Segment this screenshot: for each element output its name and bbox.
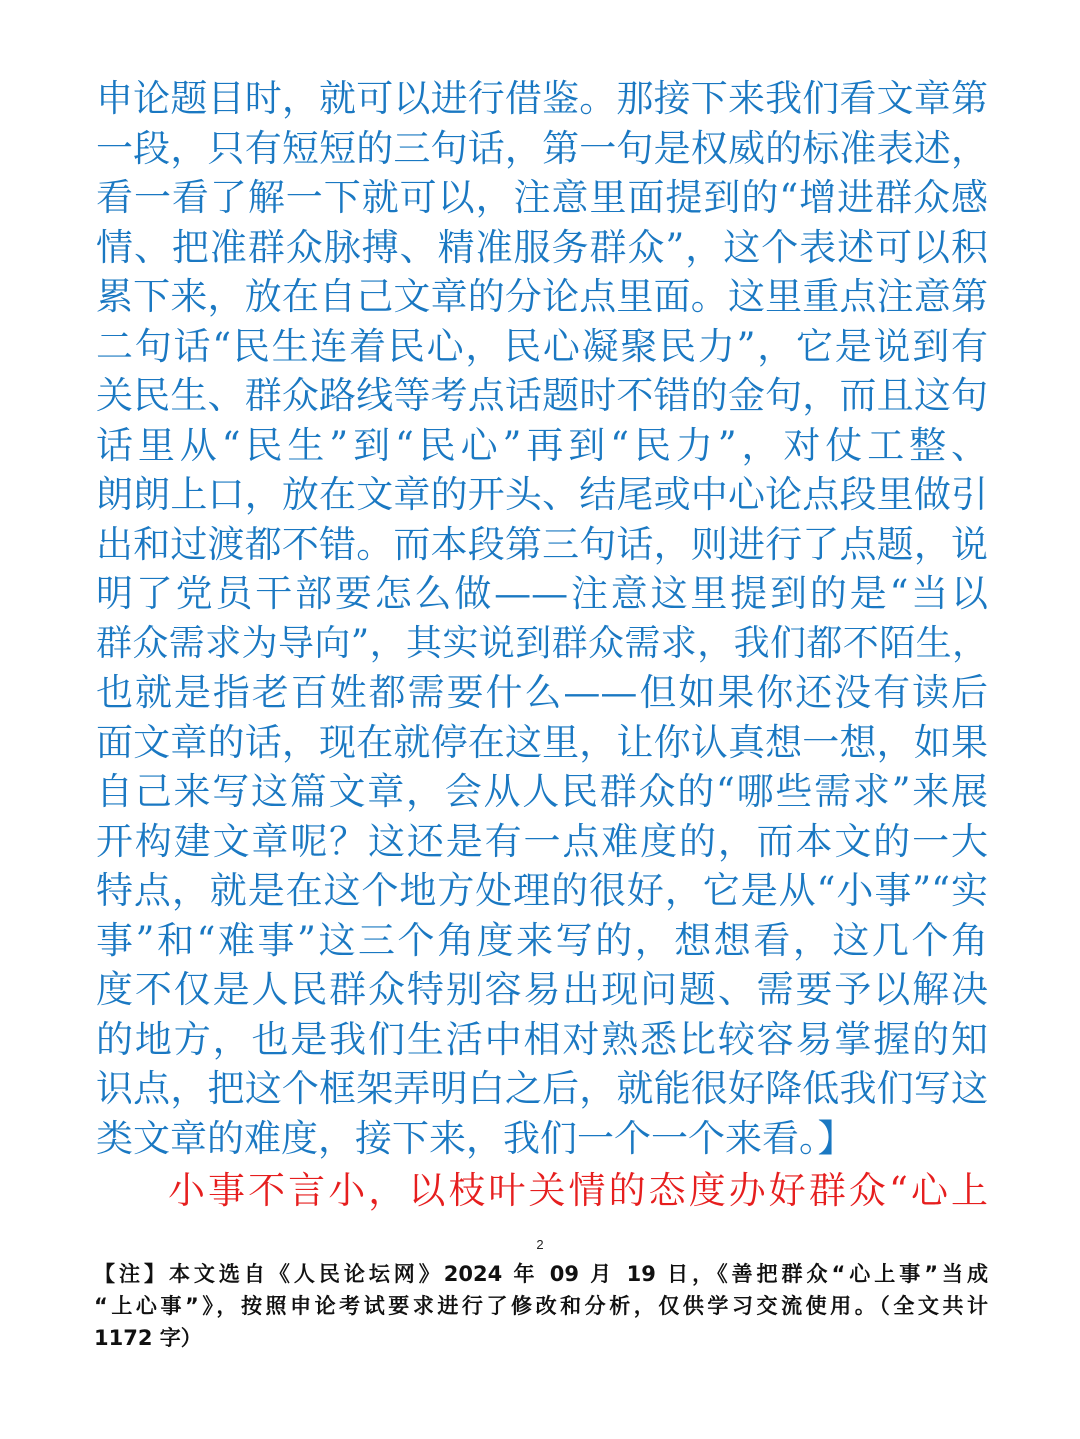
article-body	[96, 74, 988, 1163]
footnote-line: 【注】本文选自《人民论坛网》2024 年 09 月 19 日，《善把群众“心上事”当成	[94, 1262, 988, 1286]
body-line: 话里从“民生”到“民心”再到“民力”，对仗工整、	[96, 423, 988, 467]
body-line: 特点，就是在这个地方处理的很好，它是从“小事”“实	[96, 869, 988, 912]
footnote-line: 1172 字）	[94, 1326, 202, 1350]
body-line: 朗朗上口，放在文章的开头、结尾或中心论点段里做引	[96, 473, 988, 516]
body-line: 关民生、群众路线等考点话题时不错的金句，而且这句	[96, 374, 988, 417]
body-line: 也就是指老百姓都需要什么——但如果你还没有读后	[96, 671, 988, 714]
body-line: 看一看了解一下就可以，注意里面提到的“增进群众感	[96, 176, 988, 219]
body-line: 面文章的话，现在就停在这里，让你认真想一想，如果	[96, 720, 988, 764]
body-line: 群众需求为导向”，其实说到群众需求，我们都不陌生，	[96, 622, 988, 664]
body-line: 自己来写这篇文章，会从人民群众的“哪些需求”来展	[96, 770, 988, 813]
body-line: 识点，把这个框架弄明白之后，就能很好降低我们写这	[96, 1067, 988, 1110]
body-line: 明了党员干部要怎么做——注意这里提到的是“当以	[96, 572, 988, 615]
page-number: 2	[536, 1237, 544, 1252]
body-line: 类文章的难度，接下来，我们一个一个来看。】	[96, 1116, 855, 1160]
body-line: 情、把准群众脉搏、精准服务群众”，这个表述可以积	[96, 225, 988, 269]
body-line: 事”和“难事”这三个角度来写的，想想看，这几个角	[96, 918, 988, 962]
body-line: 出和过渡都不错。而本段第三句话，则进行了点题，说	[96, 522, 988, 566]
section-heading: 小事不言小，以枝叶关情的态度办好群众“心上	[168, 1169, 988, 1212]
footnote-line: “上心事”》，按照申论考试要求进行了修改和分析，仅供学习交流使用。（全文共计	[94, 1294, 988, 1318]
body-line: 开构建文章呢？这还是有一点难度的，而本文的一大	[96, 819, 988, 863]
body-line: 申论题目时，就可以进行借鉴。那接下来我们看文章第	[96, 77, 988, 120]
body-line: 累下来，放在自己文章的分论点里面。这里重点注意第	[96, 275, 988, 318]
body-line: 二句话“民生连着民心，民心凝聚民力”，它是说到有	[96, 324, 988, 368]
footnote	[94, 1258, 988, 1354]
body-line: 度不仅是人民群众特别容易出现问题、需要予以解决	[96, 968, 988, 1011]
body-line: 的地方，也是我们生活中相对熟悉比较容易掌握的知	[96, 1017, 988, 1061]
body-line: 一段，只有短短的三句话，第一句是权威的标准表述，	[96, 126, 988, 170]
